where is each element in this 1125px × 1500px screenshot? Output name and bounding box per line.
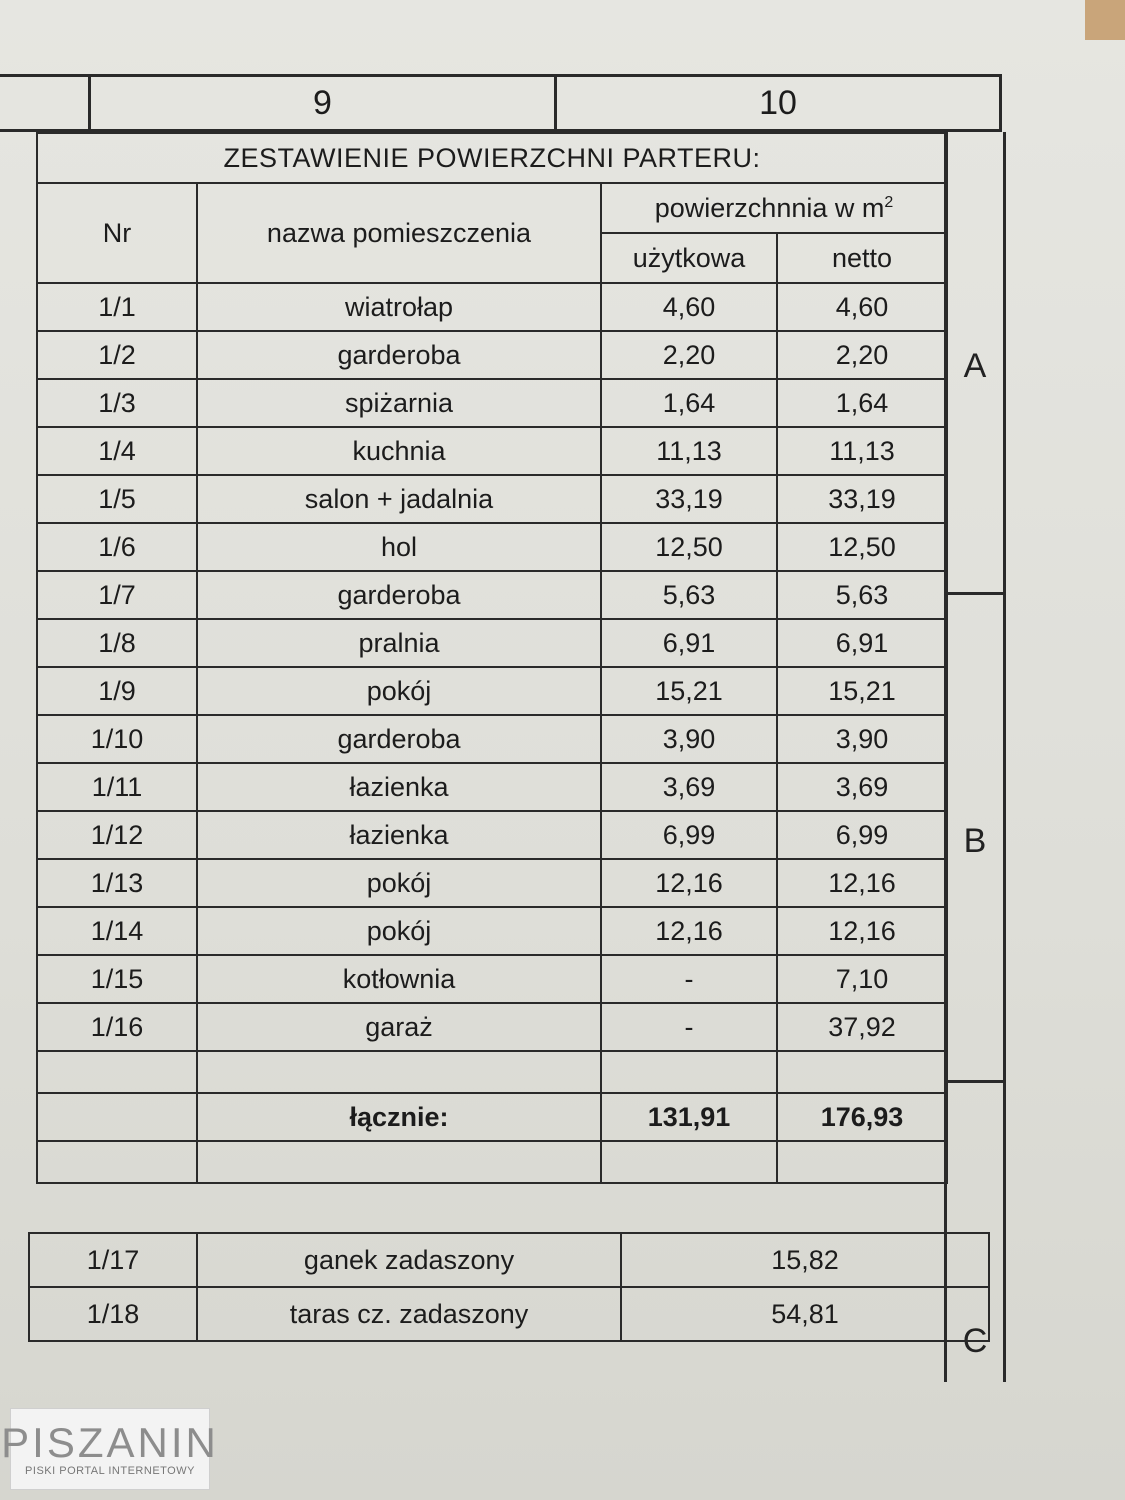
- row-room-name: pralnia: [197, 619, 601, 667]
- total-net: 176,93: [777, 1093, 947, 1141]
- row-nr: 1/2: [37, 331, 197, 379]
- row-room-name: salon + jadalnia: [197, 475, 601, 523]
- table-row: [37, 379, 947, 427]
- row-net-area: 11,13: [777, 427, 947, 475]
- row-net-area: 6,99: [777, 811, 947, 859]
- header-area-exponent: 2: [884, 193, 894, 211]
- total-label: łącznie:: [197, 1093, 601, 1141]
- row-net-area: 4,60: [777, 283, 947, 331]
- header-nr: Nr: [37, 183, 197, 283]
- row-nr: 1/6: [37, 523, 197, 571]
- row-usable-area: 12,16: [601, 859, 777, 907]
- row-net-area: 12,16: [777, 859, 947, 907]
- column-index-10: 10: [554, 77, 999, 129]
- row-usable-area: 3,69: [601, 763, 777, 811]
- row-usable-area: 3,90: [601, 715, 777, 763]
- row-usable-area: 2,20: [601, 331, 777, 379]
- empty-cell: [777, 1141, 947, 1183]
- table-row: [37, 475, 947, 523]
- row-nr: 1/10: [37, 715, 197, 763]
- row-room-name: kuchnia: [197, 427, 601, 475]
- row-room-name: pokój: [197, 859, 601, 907]
- row-net-area: 37,92: [777, 1003, 947, 1051]
- table-row: [37, 859, 947, 907]
- table-row: [37, 283, 947, 331]
- row-usable-area: 11,13: [601, 427, 777, 475]
- row-net-area: 33,19: [777, 475, 947, 523]
- empty-cell: [777, 1051, 947, 1093]
- row-room-name: wiatrołap: [197, 283, 601, 331]
- outdoor-area-table: [28, 1232, 990, 1342]
- top-index-band: [0, 74, 1002, 132]
- row-net-area: 7,10: [777, 955, 947, 1003]
- row-usable-area: 12,16: [601, 907, 777, 955]
- table-row: [29, 1233, 989, 1287]
- row-room-name: spiżarnia: [197, 379, 601, 427]
- table-title: ZESTAWIENIE POWIERZCHNI PARTERU:: [37, 133, 947, 183]
- row-nr: 1/1: [37, 283, 197, 331]
- row-usable-area: 15,21: [601, 667, 777, 715]
- row-usable-area: -: [601, 1003, 777, 1051]
- row-room-name: ganek zadaszony: [197, 1233, 621, 1287]
- table-row: [37, 1003, 947, 1051]
- table-row: [37, 523, 947, 571]
- row-room-name: garderoba: [197, 715, 601, 763]
- row-room-name: pokój: [197, 907, 601, 955]
- row-nr: 1/11: [37, 763, 197, 811]
- header-area: [601, 183, 947, 233]
- row-nr: 1/13: [37, 859, 197, 907]
- table-row: [37, 331, 947, 379]
- row-nr: 1/17: [29, 1233, 197, 1287]
- logo-title: PISZANIN: [1, 1419, 219, 1466]
- column-index-9: 9: [88, 77, 554, 129]
- row-usable-area: 33,19: [601, 475, 777, 523]
- section-label-c: C: [962, 1322, 988, 1360]
- section-label-a: A: [963, 347, 987, 385]
- section-divider: [947, 592, 1003, 595]
- table-row: [37, 715, 947, 763]
- row-nr: 1/16: [37, 1003, 197, 1051]
- empty-cell: [197, 1051, 601, 1093]
- header-usable: użytkowa: [601, 233, 777, 283]
- table-row: [37, 907, 947, 955]
- background-corner: [1085, 0, 1125, 40]
- empty-cell: [601, 1051, 777, 1093]
- row-nr: 1/4: [37, 427, 197, 475]
- row-room-name: taras cz. zadaszony: [197, 1287, 621, 1341]
- total-usable: 131,91: [601, 1093, 777, 1141]
- logo-subtitle: PISKI PORTAL INTERNETOWY: [25, 1465, 195, 1477]
- row-nr: 1/14: [37, 907, 197, 955]
- row-net-area: 12,50: [777, 523, 947, 571]
- row-room-name: hol: [197, 523, 601, 571]
- floor-area-table: [36, 132, 948, 1184]
- table-row: [37, 811, 947, 859]
- row-usable-area: 12,50: [601, 523, 777, 571]
- row-net-area: 6,91: [777, 619, 947, 667]
- row-usable-area: 6,91: [601, 619, 777, 667]
- row-nr: 1/9: [37, 667, 197, 715]
- row-area: 54,81: [621, 1287, 989, 1341]
- table-row: [29, 1287, 989, 1341]
- row-usable-area: 5,63: [601, 571, 777, 619]
- row-nr: 1/7: [37, 571, 197, 619]
- table-row: [37, 955, 947, 1003]
- row-nr: 1/12: [37, 811, 197, 859]
- row-nr: 1/15: [37, 955, 197, 1003]
- section-label-b: B: [963, 822, 987, 860]
- row-usable-area: -: [601, 955, 777, 1003]
- row-room-name: garderoba: [197, 571, 601, 619]
- row-net-area: 3,69: [777, 763, 947, 811]
- row-usable-area: 6,99: [601, 811, 777, 859]
- table-row: [37, 619, 947, 667]
- row-net-area: 5,63: [777, 571, 947, 619]
- empty-cell: [601, 1141, 777, 1183]
- header-area-label: powierzchnnia w m: [654, 192, 885, 223]
- row-room-name: łazienka: [197, 763, 601, 811]
- row-usable-area: 4,60: [601, 283, 777, 331]
- row-room-name: kotłownia: [197, 955, 601, 1003]
- row-net-area: 12,16: [777, 907, 947, 955]
- row-net-area: 3,90: [777, 715, 947, 763]
- row-room-name: garaż: [197, 1003, 601, 1051]
- piszanin-logo: [1, 1408, 219, 1490]
- table-row: [37, 571, 947, 619]
- row-usable-area: 1,64: [601, 379, 777, 427]
- row-nr: 1/18: [29, 1287, 197, 1341]
- row-nr: 1/5: [37, 475, 197, 523]
- empty-cell: [197, 1141, 601, 1183]
- row-net-area: 15,21: [777, 667, 947, 715]
- table-row: [37, 427, 947, 475]
- row-room-name: pokój: [197, 667, 601, 715]
- section-divider: [947, 1080, 1003, 1083]
- row-net-area: 2,20: [777, 331, 947, 379]
- table-row: [37, 763, 947, 811]
- empty-cell: [37, 1093, 197, 1141]
- row-nr: 1/3: [37, 379, 197, 427]
- section-column: [944, 132, 1006, 1382]
- row-room-name: łazienka: [197, 811, 601, 859]
- row-net-area: 1,64: [777, 379, 947, 427]
- row-nr: 1/8: [37, 619, 197, 667]
- empty-cell: [37, 1141, 197, 1183]
- row-room-name: garderoba: [197, 331, 601, 379]
- row-area: 15,82: [621, 1233, 989, 1287]
- header-net: netto: [777, 233, 947, 283]
- header-room-name: nazwa pomieszczenia: [197, 183, 601, 283]
- empty-cell: [37, 1051, 197, 1093]
- table-row: [37, 667, 947, 715]
